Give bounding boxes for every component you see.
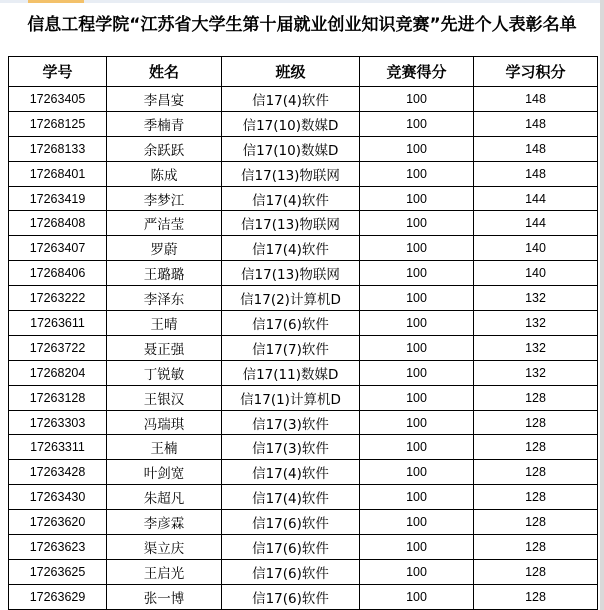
cell-name[interactable]: 叶剑宽 (107, 460, 222, 485)
table-row (9, 385, 598, 410)
cell-student-id[interactable]: 17268408 (9, 211, 107, 236)
cell-student-id[interactable]: 17263405 (9, 87, 107, 112)
cell-study-points[interactable]: 128 (474, 485, 598, 510)
cell-student-id[interactable]: 17263303 (9, 410, 107, 435)
selected-column-indicator (28, 0, 84, 3)
cell-study-points[interactable]: 148 (474, 87, 598, 112)
cell-class[interactable]: 信17(6)软件 (222, 510, 360, 535)
table-row (9, 410, 598, 435)
table-row (9, 211, 598, 236)
cell-name[interactable]: 王启光 (107, 559, 222, 584)
cell-class[interactable]: 信17(6)软件 (222, 535, 360, 560)
cell-name[interactable]: 李泽东 (107, 286, 222, 311)
table-body (9, 87, 598, 610)
cell-study-points[interactable]: 148 (474, 161, 598, 186)
cell-name[interactable]: 王璐璐 (107, 261, 222, 286)
header-study-points[interactable]: 学习积分 (474, 57, 598, 87)
cell-student-id[interactable]: 17263311 (9, 435, 107, 460)
cell-competition-score[interactable]: 100 (360, 435, 474, 460)
table-row (9, 87, 598, 112)
cell-name[interactable]: 张一博 (107, 584, 222, 609)
spreadsheet-column-header-strip (0, 0, 604, 3)
cell-student-id[interactable]: 17268401 (9, 161, 107, 186)
cell-study-points[interactable]: 128 (474, 535, 598, 560)
cell-name[interactable]: 丁锐敏 (107, 360, 222, 385)
cell-study-points[interactable]: 128 (474, 435, 598, 460)
cell-study-points[interactable]: 128 (474, 584, 598, 609)
cell-study-points[interactable]: 132 (474, 311, 598, 336)
table-row (9, 111, 598, 136)
table-row (9, 161, 598, 186)
cell-competition-score[interactable]: 100 (360, 410, 474, 435)
cell-competition-score[interactable]: 100 (360, 584, 474, 609)
cell-student-id[interactable]: 17263407 (9, 236, 107, 261)
cell-student-id[interactable]: 17263419 (9, 186, 107, 211)
cell-study-points[interactable]: 128 (474, 460, 598, 485)
cell-class[interactable]: 信17(4)软件 (222, 460, 360, 485)
cell-student-id[interactable]: 17263620 (9, 510, 107, 535)
cell-class[interactable]: 信17(10)数媒D (222, 136, 360, 161)
table-row (9, 261, 598, 286)
cell-competition-score[interactable]: 100 (360, 186, 474, 211)
cell-competition-score[interactable]: 100 (360, 286, 474, 311)
cell-student-id[interactable]: 17268133 (9, 136, 107, 161)
cell-student-id[interactable]: 17268406 (9, 261, 107, 286)
cell-student-id[interactable]: 17268204 (9, 360, 107, 385)
cell-study-points[interactable]: 144 (474, 186, 598, 211)
cell-name[interactable]: 渠立庆 (107, 535, 222, 560)
cell-study-points[interactable]: 132 (474, 286, 598, 311)
cell-name[interactable]: 冯瑞琪 (107, 410, 222, 435)
table-row (9, 236, 598, 261)
cell-class[interactable]: 信17(1)计算机D (222, 385, 360, 410)
cell-competition-score[interactable]: 100 (360, 161, 474, 186)
cell-study-points[interactable]: 140 (474, 236, 598, 261)
cell-competition-score[interactable]: 100 (360, 360, 474, 385)
cell-study-points[interactable]: 140 (474, 261, 598, 286)
honor-roll-table (8, 56, 598, 610)
cell-study-points[interactable]: 148 (474, 111, 598, 136)
cell-name[interactable]: 季楠青 (107, 111, 222, 136)
table-row (9, 186, 598, 211)
cell-class[interactable]: 信17(7)软件 (222, 335, 360, 360)
cell-name[interactable]: 李彦霖 (107, 510, 222, 535)
table-row (9, 584, 598, 609)
table-row (9, 311, 598, 336)
cell-name[interactable]: 余跃跃 (107, 136, 222, 161)
cell-class[interactable]: 信17(6)软件 (222, 559, 360, 584)
cell-name[interactable]: 罗蔚 (107, 236, 222, 261)
cell-class[interactable]: 信17(4)软件 (222, 186, 360, 211)
cell-class[interactable]: 信17(11)数媒D (222, 360, 360, 385)
table-row (9, 360, 598, 385)
header-class[interactable]: 班级 (222, 57, 360, 87)
cell-competition-score[interactable]: 100 (360, 460, 474, 485)
cell-study-points[interactable]: 132 (474, 335, 598, 360)
cell-student-id[interactable]: 17263128 (9, 385, 107, 410)
cell-class[interactable]: 信17(4)软件 (222, 236, 360, 261)
cell-student-id[interactable]: 17263623 (9, 535, 107, 560)
cell-student-id[interactable]: 17263222 (9, 286, 107, 311)
cell-study-points[interactable]: 128 (474, 510, 598, 535)
table-row (9, 460, 598, 485)
cell-student-id[interactable]: 17263722 (9, 335, 107, 360)
cell-name[interactable]: 陈成 (107, 161, 222, 186)
cell-class[interactable]: 信17(10)数媒D (222, 111, 360, 136)
cell-class[interactable]: 信17(3)软件 (222, 435, 360, 460)
cell-name[interactable]: 朱超凡 (107, 485, 222, 510)
table-row (9, 510, 598, 535)
cell-name[interactable]: 王楠 (107, 435, 222, 460)
cell-study-points[interactable]: 128 (474, 559, 598, 584)
cell-name[interactable]: 李昌宴 (107, 87, 222, 112)
table-row (9, 136, 598, 161)
header-student-id[interactable]: 学号 (9, 57, 107, 87)
cell-competition-score[interactable]: 100 (360, 261, 474, 286)
cell-student-id[interactable]: 17263611 (9, 311, 107, 336)
cell-competition-score[interactable]: 100 (360, 335, 474, 360)
cell-class[interactable]: 信17(4)软件 (222, 485, 360, 510)
cell-name[interactable]: 聂正强 (107, 335, 222, 360)
cell-study-points[interactable]: 144 (474, 211, 598, 236)
cell-competition-score[interactable]: 100 (360, 136, 474, 161)
cell-name[interactable]: 严洁莹 (107, 211, 222, 236)
table-row (9, 559, 598, 584)
cell-study-points[interactable]: 132 (474, 360, 598, 385)
cell-competition-score[interactable]: 100 (360, 111, 474, 136)
cell-class[interactable]: 信17(6)软件 (222, 584, 360, 609)
cell-study-points[interactable]: 148 (474, 136, 598, 161)
cell-class[interactable]: 信17(13)物联网 (222, 211, 360, 236)
cell-competition-score[interactable]: 100 (360, 385, 474, 410)
cell-competition-score[interactable]: 100 (360, 535, 474, 560)
cell-class[interactable]: 信17(2)计算机D (222, 286, 360, 311)
cell-student-id[interactable]: 17263629 (9, 584, 107, 609)
table-header-row (9, 57, 598, 87)
cell-competition-score[interactable]: 100 (360, 87, 474, 112)
table-row (9, 435, 598, 460)
cell-study-points[interactable]: 128 (474, 385, 598, 410)
cell-class[interactable]: 信17(3)软件 (222, 410, 360, 435)
cell-competition-score[interactable]: 100 (360, 211, 474, 236)
cell-name[interactable]: 王银汉 (107, 385, 222, 410)
header-competition-score[interactable]: 竞赛得分 (360, 57, 474, 87)
cell-competition-score[interactable]: 100 (360, 559, 474, 584)
window-right-edge (600, 0, 604, 610)
page-title: 信息工程学院“江苏省大学生第十届就业创业知识竞赛”先进个人表彰名单 (27, 15, 577, 35)
table-row (9, 335, 598, 360)
header-name[interactable]: 姓名 (107, 57, 222, 87)
cell-competition-score[interactable]: 100 (360, 311, 474, 336)
table-row (9, 286, 598, 311)
cell-class[interactable]: 信17(6)软件 (222, 311, 360, 336)
cell-name[interactable]: 李梦江 (107, 186, 222, 211)
cell-competition-score[interactable]: 100 (360, 236, 474, 261)
cell-class[interactable]: 信17(13)物联网 (222, 161, 360, 186)
table-row (9, 485, 598, 510)
cell-class[interactable]: 信17(13)物联网 (222, 261, 360, 286)
cell-class[interactable]: 信17(4)软件 (222, 87, 360, 112)
cell-student-id[interactable]: 17263625 (9, 559, 107, 584)
table-row (9, 535, 598, 560)
cell-competition-score[interactable]: 100 (360, 510, 474, 535)
cell-student-id[interactable]: 17263428 (9, 460, 107, 485)
cell-name[interactable]: 王晴 (107, 311, 222, 336)
cell-student-id[interactable]: 17263430 (9, 485, 107, 510)
cell-competition-score[interactable]: 100 (360, 485, 474, 510)
cell-study-points[interactable]: 128 (474, 410, 598, 435)
cell-student-id[interactable]: 17268125 (9, 111, 107, 136)
